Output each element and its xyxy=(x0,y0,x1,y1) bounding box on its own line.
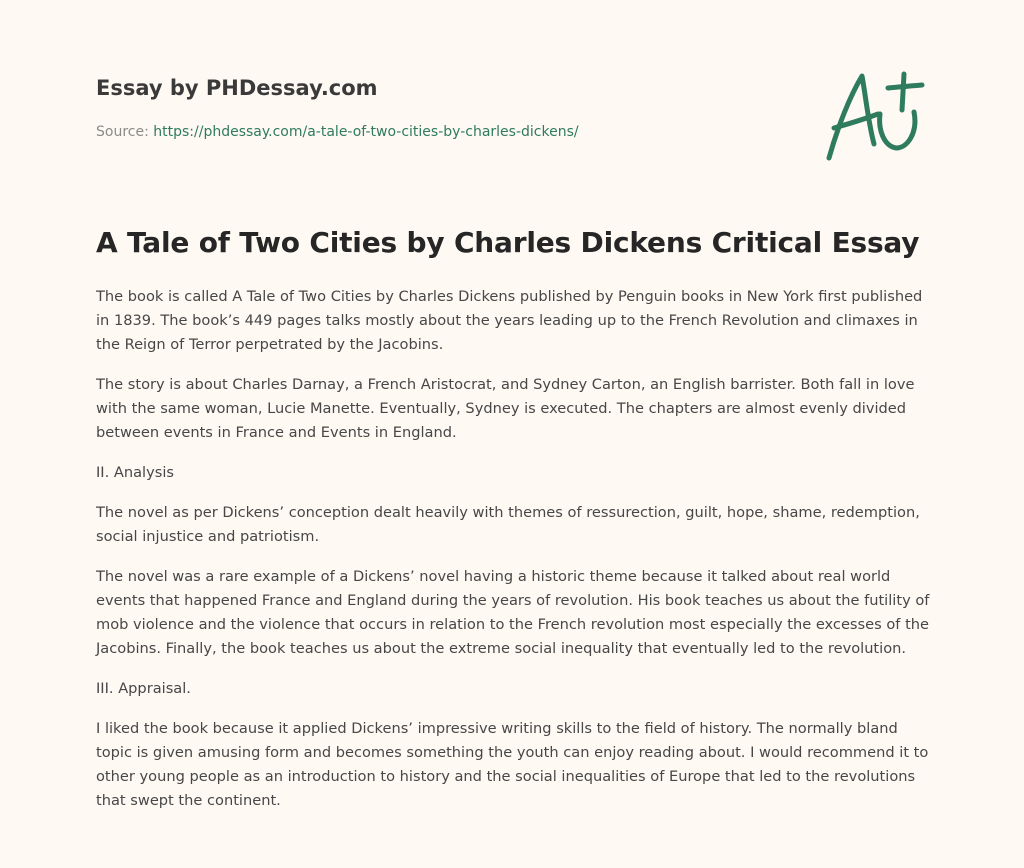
paragraph-intro: The book is called A Tale of Two Cities by Charles Dickens published by Penguin books in New York first published in 1839. The book’s 449 pages talks mostly about the years leading up to the French Revolution and climaxes in the Reign of Terror perpetrated by the Jacobins. xyxy=(96,288,923,353)
paragraph-story: The story is about Charles Darnay, a French Aristocrat, and Sydney Carton, an English barrister. Both fall in love with the same woman, Lucie Manette. Eventually, Sydney is executed. The chapters are almost evenly divided between events in France and Events in England. xyxy=(96,376,915,441)
section-heading-appraisal: III. Appraisal. xyxy=(96,680,191,697)
paragraph-history: The novel was a rare example of a Dickens’ novel having a historic theme because it talked about real world events that happened France and England during the years of revolution. His book teaches us about the futility of mob violence and the violence that occurs in relation to the French revolution most especially the excesses of the Jacobins. Finally, the book teaches us about the extreme social inequality that eventually led to the revolution. xyxy=(96,568,930,657)
essay-body xyxy=(96,285,932,829)
section-heading-analysis: II. Analysis xyxy=(96,464,175,481)
essay-title: A Tale of Two Cities by Charles Dickens Critical Essay xyxy=(96,226,920,259)
a-plus-logo-svg xyxy=(822,66,926,166)
source-link[interactable]: https://phdessay.com/a-tale-of-two-cities-by-charles-dickens/ xyxy=(153,124,579,140)
source-line xyxy=(96,124,579,140)
paragraph-appraisal: I liked the book because it applied Dickens’ impressive writing skills to the field of history. The normally bland topic is given amusing form and becomes something the youth can enjoy reading about. I would recommend it to other young people as an introduction to history and the social inequalities of Europe that led to the revolutions that swept the continent. xyxy=(96,720,929,809)
source-label: Source: xyxy=(96,124,154,140)
paragraph-themes: The novel as per Dickens’ conception dealt heavily with themes of ressurection, guilt, hope, shame, redemption, social injustice and patriotism. xyxy=(96,504,920,545)
a-plus-icon xyxy=(822,66,926,166)
site-title: Essay by PHDessay.com xyxy=(96,76,378,100)
